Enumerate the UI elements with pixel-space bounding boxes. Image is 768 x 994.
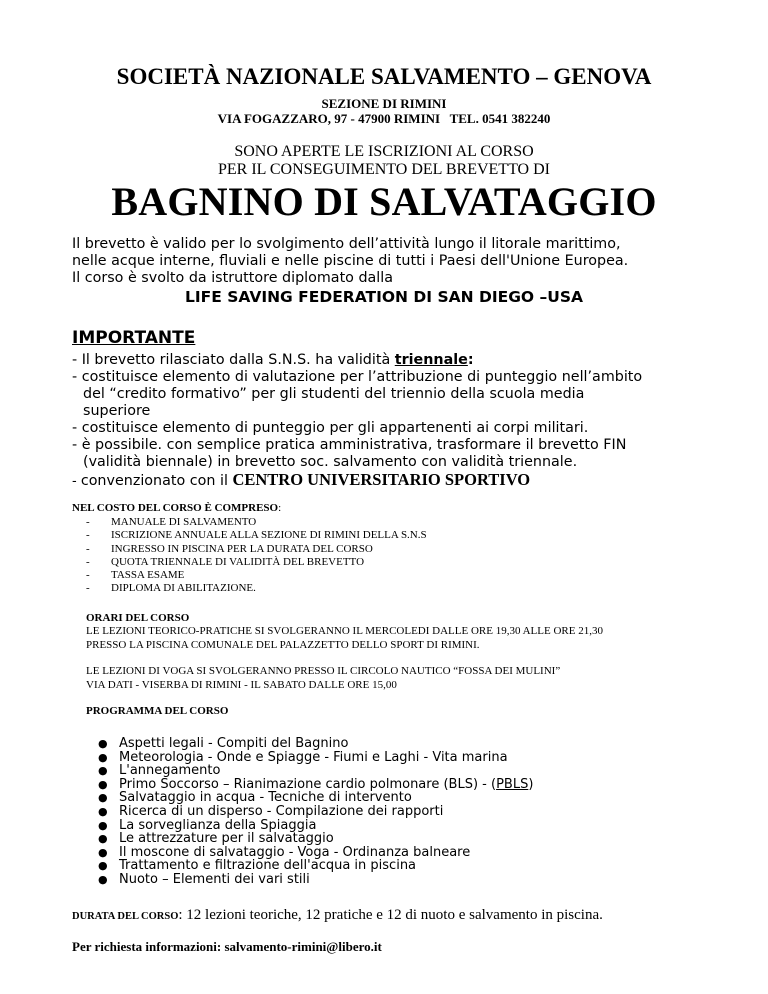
- bullet-icon: ●: [98, 845, 108, 859]
- cost-heading-text: NEL COSTO DEL CORSO È COMPRESO: [72, 502, 279, 514]
- dash-marker: -: [86, 529, 90, 542]
- list-item: [98, 737, 533, 751]
- program-item-label: Trattamento e filtrazione dell'acqua in piscina: [119, 858, 417, 874]
- list-item: [98, 819, 533, 833]
- cus-name: CENTRO UNIVERSITARIO SPORTIVO: [232, 470, 531, 489]
- list-item: [86, 543, 427, 556]
- list-item: [98, 764, 533, 778]
- main-title: BAGNINO DI SALVATAGGIO: [111, 179, 657, 224]
- bullet-icon: ●: [98, 737, 108, 750]
- program-item-label: Primo Soccorso – Rianimazione cardio polmonare (BLS) - (: [119, 776, 497, 792]
- program-item-close-paren: ): [528, 776, 534, 792]
- course-duration: [72, 906, 603, 924]
- bullet-icon: ●: [98, 859, 108, 873]
- schedule-line-1: LE LEZIONI TEORICO-PRATICHE SI SVOLGERANNO IL MERCOLEDI DALLE ORE 19,30 ALLE ORE 21,30: [86, 625, 603, 637]
- cost-items-list: [86, 516, 427, 596]
- rowing-line-2: VIA DATI - VISERBA DI RIMINI - IL SABATO DALLE ORE 15,00: [86, 679, 397, 691]
- important-line-8-dash: -: [72, 474, 81, 489]
- cost-item-label: MANUALE DI SALVAMENTO: [111, 516, 257, 528]
- program-item-label: Meteorologia - Onde e Spiagge - Fiumi e Laghi - Vita marina: [119, 749, 508, 765]
- program-item-label: Ricerca di un disperso - Compilazione dei rapporti: [119, 803, 444, 819]
- important-line-1: [72, 352, 474, 369]
- intro-line-2: nelle acque interne, fluviali e nelle piscine di tutti i Paesi dell'Unione Europea.: [72, 253, 629, 269]
- bullet-icon: ●: [98, 832, 108, 846]
- important-line-3: del “credito formativo” per gli studenti del triennio della scuola media: [83, 386, 585, 402]
- important-line-2: - costituisce elemento di valutazione per l’attribuzione di punteggio nell’ambito: [72, 369, 643, 385]
- program-item-label: Salvataggio in acqua - Tecniche di intervento: [119, 790, 412, 806]
- bullet-icon: ●: [98, 764, 108, 778]
- enrollment-open-line-1: SONO APERTE LE ISCRIZIONI AL CORSO: [234, 143, 534, 160]
- program-item-label: Il moscone di salvataggio - Voga - Ordinanza balneare: [119, 844, 471, 860]
- important-line-5: - costituisce elemento di punteggio per gli appartenenti ai corpi militari.: [72, 420, 589, 436]
- list-item: [98, 778, 533, 792]
- cost-item-label: ISCRIZIONE ANNUALE ALLA SEZIONE DI RIMINI DELLA S.N.S: [111, 529, 427, 542]
- duration-label: DURATA DEL CORSO: [72, 911, 179, 922]
- cost-item-label: INGRESSO IN PISCINA PER LA DURATA DEL CORSO: [111, 542, 373, 555]
- cost-item-label: DIPLOMA DI ABILITAZIONE.: [111, 582, 256, 595]
- section-name: SEZIONE DI RIMINI: [321, 96, 447, 111]
- list-item: [86, 516, 427, 529]
- contact-info: Per richiesta informazioni: salvamento-rimini@libero.it: [72, 939, 382, 954]
- dash-marker: -: [86, 569, 90, 582]
- important-line-4: superiore: [83, 403, 151, 419]
- duration-value: : 12 lezioni teoriche, 12 pratiche e 12 di nuoto e salvamento in piscina.: [178, 907, 603, 923]
- bullet-icon: ●: [98, 872, 108, 886]
- bullet-icon: ●: [98, 777, 108, 791]
- important-line-7: (validità biennale) in brevetto soc. salvamento con validità triennale.: [83, 454, 578, 470]
- cost-item-label: QUOTA TRIENNALE DI VALIDITÀ DEL BREVETTO: [111, 555, 365, 568]
- important-line-1-text: - Il brevetto rilasciato dalla S.N.S. ha validità: [72, 352, 395, 368]
- cost-item-label: TASSA ESAME: [111, 569, 185, 582]
- enrollment-open-line-2: PER IL CONSEGUIMENTO DEL BREVETTO DI: [218, 161, 550, 178]
- dash-marker: -: [86, 582, 90, 595]
- cost-heading-colon: :: [278, 502, 282, 514]
- address-line: VIA FOGAZZARO, 97 - 47900 RIMINI TEL. 0541 382240: [217, 111, 551, 126]
- list-item: [98, 859, 533, 873]
- bullet-icon: ●: [98, 791, 108, 805]
- program-heading: PROGRAMMA DEL CORSO: [86, 705, 229, 717]
- important-line-8: [72, 471, 530, 490]
- list-item: [98, 846, 533, 860]
- schedule-line-2: PRESSO LA PISCINA COMUNALE DEL PALAZZETTO DELLO SPORT DI RIMINI.: [86, 639, 480, 651]
- intro-line-3: Il corso è svolto da istruttore diplomato dalla: [72, 270, 394, 286]
- important-line-1-colon: :: [467, 352, 474, 368]
- list-item: [86, 569, 427, 582]
- list-item: [86, 529, 427, 542]
- program-item-label: Aspetti legali - Compiti del Bagnino: [119, 736, 349, 751]
- program-list: [98, 737, 533, 887]
- list-item: [98, 751, 533, 765]
- list-item: [98, 805, 533, 819]
- organization-title: SOCIETÀ NAZIONALE SALVAMENTO – GENOVA: [116, 64, 652, 89]
- program-item-label: Nuoto – Elementi dei vari stili: [119, 871, 310, 887]
- triennale-emphasis: triennale: [394, 352, 468, 368]
- intro-line-1: Il brevetto è valido per lo svolgimento dell’attività lungo il litorale marittimo,: [72, 236, 621, 252]
- federation-name: LIFE SAVING FEDERATION DI SAN DIEGO –USA: [185, 288, 583, 306]
- important-line-6: - è possibile. con semplice pratica amministrativa, trasformare il brevetto FIN: [72, 437, 627, 453]
- program-item-label: Le attrezzature per il salvataggio: [119, 831, 334, 847]
- schedule-heading: ORARI DEL CORSO: [86, 612, 190, 624]
- list-item: [86, 582, 427, 595]
- dash-marker: -: [86, 542, 90, 555]
- important-heading: IMPORTANTE: [72, 328, 196, 348]
- list-item: [98, 832, 533, 846]
- pbls-link[interactable]: PBLS: [496, 776, 529, 792]
- dash-marker: -: [86, 516, 90, 528]
- program-item-label: L'annegamento: [119, 763, 221, 779]
- rowing-line-1: LE LEZIONI DI VOGA SI SVOLGERANNO PRESSO IL CIRCOLO NAUTICO “FOSSA DEI MULINI”: [86, 665, 561, 677]
- program-item-label: La sorveglianza della Spiaggia: [119, 817, 317, 833]
- bullet-icon: ●: [98, 804, 108, 818]
- bullet-icon: ●: [98, 818, 108, 832]
- bullet-icon: ●: [98, 750, 108, 764]
- list-item: [98, 873, 533, 887]
- dash-marker: -: [86, 555, 90, 568]
- important-line-8-text: convenzionato con il: [80, 473, 233, 489]
- list-item: [98, 791, 533, 805]
- list-item: [86, 556, 427, 569]
- cost-heading: [72, 502, 281, 514]
